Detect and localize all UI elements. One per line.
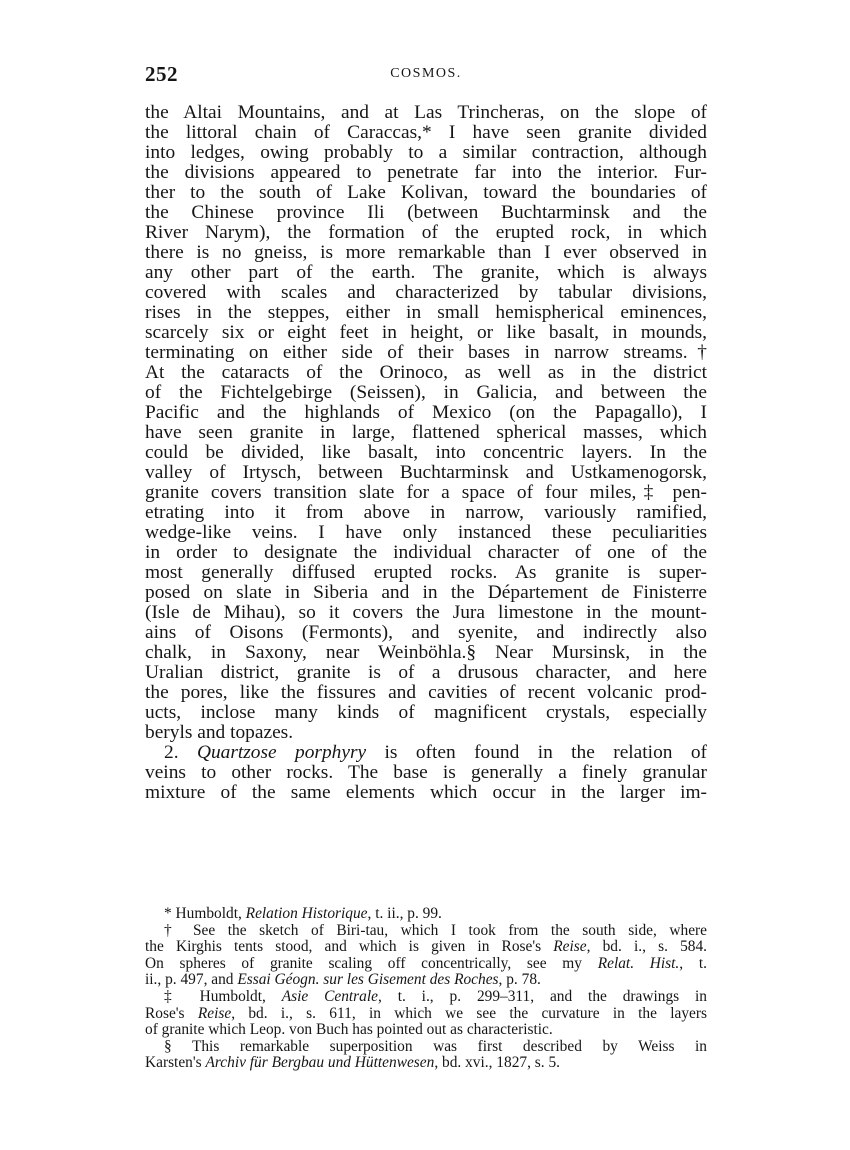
footnote-3: ‡ Humboldt, Asie Centrale, t. i., p. 299–311, and the drawings in xyxy=(164,987,707,1005)
footnote-4: § This remarkable superposition was first described by Weiss in xyxy=(164,1037,707,1055)
body-line: in order to designate the individual character of one of the xyxy=(145,542,707,563)
footnote-line: Karsten's Archiv für Bergbau und Hüttenwesen, bd. xvi., 1827, s. 5. xyxy=(145,1054,561,1072)
body-line: rises in the steppes, either in small hemispherical eminences, xyxy=(145,302,707,323)
page-number: 252 xyxy=(145,62,178,86)
footnote-line: of granite which Leop. von Buch has pointed out as characteristic. xyxy=(145,1021,553,1039)
body-line: beryls and topazes. xyxy=(145,722,294,743)
body-line: have seen granite in large, flattened spherical masses, which xyxy=(145,422,707,443)
body-line: the pores, like the fissures and cavities of recent volcanic prod- xyxy=(145,682,707,703)
body-line: could be divided, like basalt, into concentric layers. In the xyxy=(145,442,707,463)
body-line: mixture of the same elements which occur in the larger im- xyxy=(145,782,707,803)
body-line: the Chinese province Ili (between Buchtarminsk and the xyxy=(145,202,707,223)
body-line: terminating on either side of their bases in narrow streams.† xyxy=(145,342,707,363)
body-line: wedge-like veins. I have only instanced these peculiarities xyxy=(145,522,707,543)
body-line: River Narym), the formation of the erupted rock, in which xyxy=(145,222,707,243)
section-number: 2. xyxy=(164,742,179,763)
body-line: (Isle de Mihau), so it covers the Jura limestone in the mount- xyxy=(145,602,707,623)
body-line: chalk, in Saxony, near Weinböhla.§ Near Mursinsk, in the xyxy=(145,642,707,663)
body-line: scarcely six or eight feet in height, or like basalt, in mounds, xyxy=(145,322,707,343)
footnote-line: On spheres of granite scaling off concentrically, see my Relat. Hist., t. xyxy=(145,954,708,972)
body-line: ains of Oisons (Fermonts), and syenite, and indirectly also xyxy=(145,622,707,643)
body-line: ucts, inclose many kinds of magnificent crystals, especially xyxy=(145,702,707,723)
running-head: COSMOS. xyxy=(390,66,462,81)
footnote-line: the Kirghis tents stood, and which is given in Rose's Reise, bd. i., s. 584. xyxy=(145,938,708,956)
body-line: etrating into it from above in narrow, variously ramified, xyxy=(145,502,707,523)
body-line: there is no gneiss, is more remarkable than I ever observed in xyxy=(145,242,707,263)
body-line: most generally diffused erupted rocks. As granite is super- xyxy=(145,562,707,583)
footnote-2: † See the sketch of Biri-tau, which I took from the south side, where xyxy=(164,921,707,939)
page-header xyxy=(145,62,707,88)
body-line: the Altai Mountains, and at Las Trincheras, on the slope of xyxy=(145,102,707,123)
footnote-line: ii., p. 497, and Essai Géogn. sur les Gisement des Roches, p. 78. xyxy=(145,971,541,989)
footnote-line: Rose's Reise, bd. i., s. 611, in which we see the curvature in the layers xyxy=(145,1004,707,1022)
footnotes xyxy=(145,906,707,1072)
body-line: the littoral chain of Caraccas,* I have seen granite divided xyxy=(145,122,707,143)
body-line: into ledges, owing probably to a similar contraction, although xyxy=(145,142,707,163)
body-line: the divisions appeared to penetrate far into the interior. Fur- xyxy=(145,162,707,183)
body-line: veins to other rocks. The base is generally a finely granular xyxy=(145,762,707,783)
paragraph-2-first-line: 2. Quartzose porphyry is often found in the relation of xyxy=(164,742,707,763)
body-line: posed on slate in Siberia and in the Département de Finisterre xyxy=(145,582,707,603)
body-line: granite covers transition slate for a space of four miles,‡ pen- xyxy=(145,482,707,503)
footnote-1: * Humboldt, Relation Historique, t. ii., p. 99. xyxy=(164,905,442,922)
body-line: any other part of the earth. The granite, which is always xyxy=(145,262,707,283)
body-text xyxy=(145,103,707,803)
body-line: At the cataracts of the Orinoco, as well as in the district xyxy=(145,362,707,383)
body-line: Uralian district, granite is of a drusous character, and here xyxy=(145,662,707,683)
body-line: Pacific and the highlands of Mexico (on the Papagallo), I xyxy=(145,402,707,423)
body-line: valley of Irtysch, between Buchtarminsk and Ustkamenogorsk, xyxy=(145,462,707,483)
section-term: Quartzose porphyry xyxy=(196,742,367,763)
body-line: ther to the south of Lake Kolivan, toward the boundaries of xyxy=(145,182,707,203)
body-line: of the Fichtelgebirge (Seissen), in Galicia, and between the xyxy=(145,382,707,403)
body-line: covered with scales and characterized by tabular divisions, xyxy=(145,282,707,303)
